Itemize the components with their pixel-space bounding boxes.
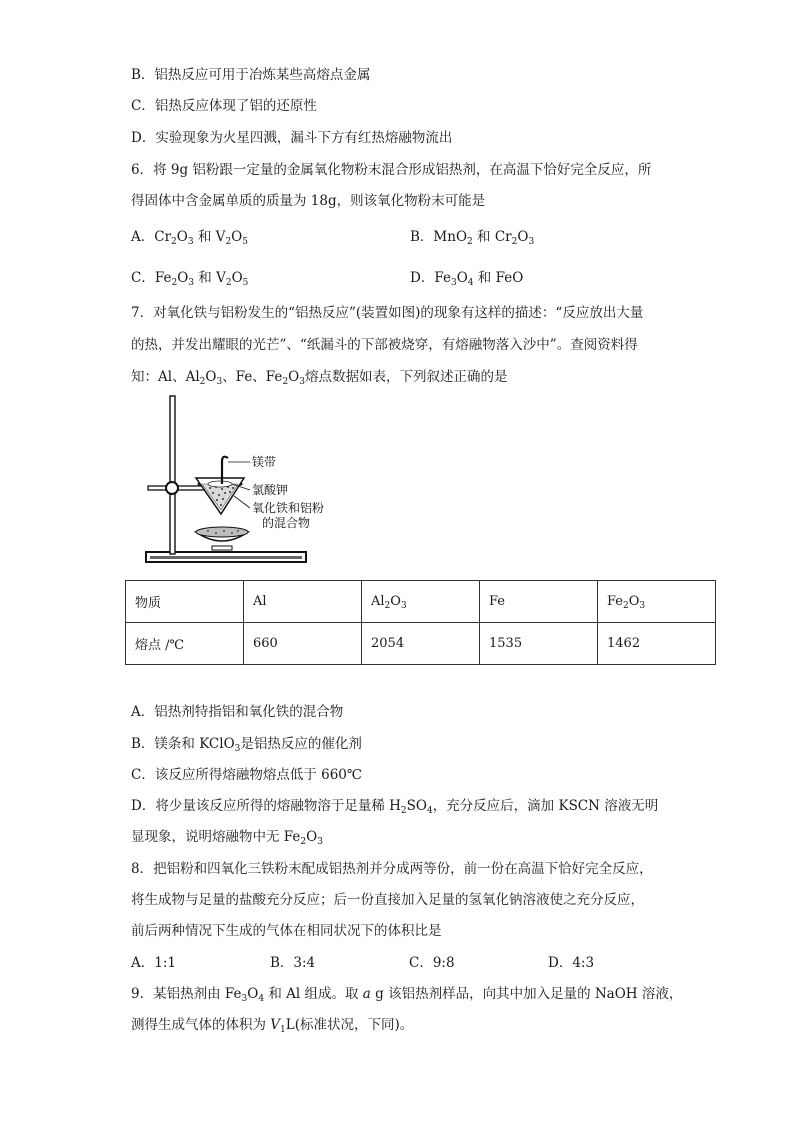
q8-stem-line-3: 前后两种情况下生成的气体在相同状况下的体积比是 (131, 923, 442, 939)
table-cell: 660 (244, 623, 362, 665)
q7-option-b: B．镁条和 KClO$_3$是铝热反应的催化剂 (131, 736, 362, 754)
q6-option-a: A．$Cr_2O_3$ 和 $V_2O_5$ (131, 229, 248, 247)
q6-option-c: C．$Fe_2O_3$ 和 $V_2O_5$ (131, 270, 249, 288)
thermite-apparatus-figure (138, 392, 348, 572)
label-magnesium-ribbon: 镁带 (252, 455, 277, 469)
q6-stem-line-1: 6．将 9g 铝粉跟一定量的金属氧化物粉末混合形成铝热剂，在高温下恰好完全反应，所 (131, 162, 652, 178)
q5-option-d: D．实验现象为火星四溅，漏斗下方有红热熔融物流出 (131, 130, 453, 146)
q7-option-d-line-1: D．将少量该反应所得的熔融物溶于足量稀 $H_2SO_4$，充分反应后，滴加 KSCN 溶液无明 (131, 798, 659, 816)
q5-option-c: C．铝热反应体现了铝的还原性 (131, 98, 317, 114)
table-cell: 2054 (362, 623, 480, 665)
q7-option-a: A．铝热剂特指铝和氧化铁的混合物 (131, 704, 344, 720)
q8-option-c: C．9:8 (409, 955, 455, 971)
q5-option-b: B．铝热反应可用于冶炼某些高熔点金属 (131, 67, 371, 83)
table-cell: Al (244, 581, 362, 623)
q6-option-b: B．MnO$_2$ 和 $Cr_2O_3$ (410, 229, 535, 247)
table-cell: 1535 (480, 623, 598, 665)
q8-stem-line-1: 8．把铝粉和四氧化三铁粉末配成铝热剂并分成两等份，前一份在高温下恰好完全反应， (131, 861, 653, 877)
table-cell: Fe (480, 581, 598, 623)
q9-stem-line-2: 测得生成气体的体积为 $V_1L$(标准状况，下同)。 (131, 1017, 414, 1035)
q6-option-d: D．$Fe_3O_4$ 和 FeO (410, 270, 524, 288)
q7-option-c: C．该反应所得熔融物熔点低于 660℃ (131, 767, 362, 783)
label-mixture-line-1: 氧化铁和铝粉 (252, 501, 325, 515)
table-cell: 熔点 /℃ (126, 623, 244, 665)
q8-option-b: B．3:4 (270, 955, 316, 971)
q9-stem-line-1: 9．某铝热剂由 $Fe_3O_4$ 和 Al 组成。取 a g 该铝热剂样品，向其中加入足量的 NaOH 溶液， (131, 986, 683, 1004)
table-cell: 1462 (598, 623, 716, 665)
table-cell: $Fe_2O_3$ (598, 581, 716, 623)
label-mixture-line-2: 的混合物 (262, 516, 311, 530)
table-row (126, 581, 716, 623)
q7-option-d-line-2: 显现象，说明熔融物中无 $Fe_2O_3$ (131, 829, 323, 847)
melting-point-table (125, 580, 716, 665)
q8-option-a: A．1:1 (131, 955, 176, 971)
q7-stem-line-1: 7．对氧化铁与铝粉发生的“铝热反应”(装置如图)的现象有这样的描述：“反应放出大量 (131, 305, 644, 321)
q7-stem-line-2: 的热，并发出耀眼的光芒”、“纸漏斗的下部被烧穿，有熔融物落入沙中”。查阅资料得 (131, 337, 638, 353)
q6-stem-line-2: 得固体中含金属单质的质量为 18g，则该氧化物粉末可能是 (131, 193, 486, 209)
table-cell: 物质 (126, 581, 244, 623)
q7-stem-line-3: 知：Al、$Al_2O_3$、Fe、$Fe_2O_3$熔点数据如表，下列叙述正确的是 (131, 369, 508, 387)
table-cell: $Al_2O_3$ (362, 581, 480, 623)
q8-stem-line-2: 将生成物与足量的盐酸充分反应；后一份直接加入足量的氢氧化钠溶液使之充分反应， (131, 892, 644, 908)
label-potassium-chlorate: 氯酸钾 (252, 483, 289, 497)
table-row (126, 623, 716, 665)
q8-option-d: D．4:3 (548, 955, 595, 971)
